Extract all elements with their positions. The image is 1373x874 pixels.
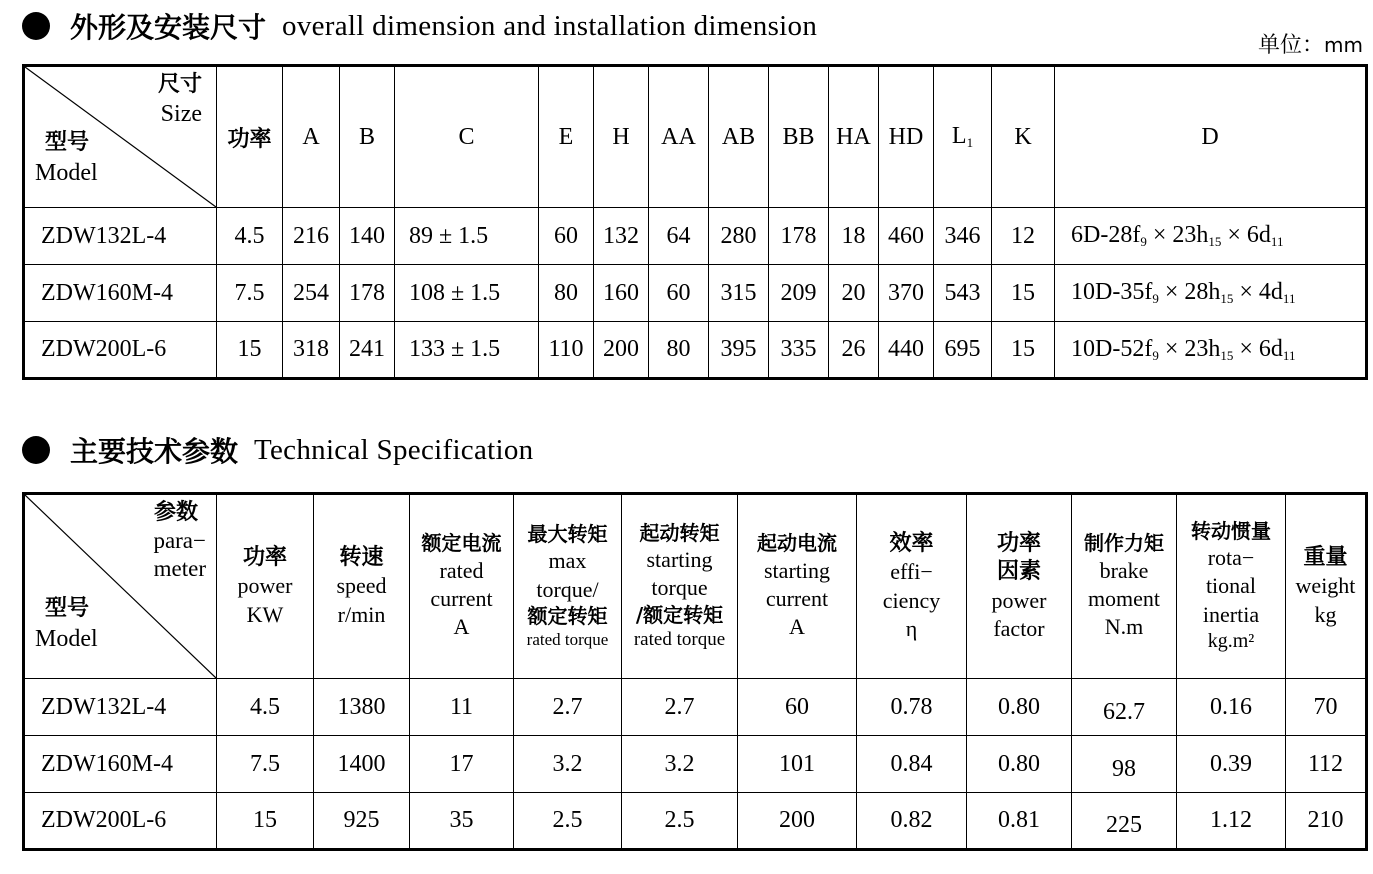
cell-model: ZDW132L-4 bbox=[24, 208, 217, 265]
cell-a: 254 bbox=[283, 265, 340, 322]
cell-current: 35 bbox=[410, 793, 514, 850]
table-row bbox=[24, 679, 1367, 736]
cell-d-sub: 11 bbox=[1282, 347, 1296, 363]
header-L1 bbox=[934, 66, 992, 208]
cell-power: 15 bbox=[217, 793, 314, 850]
cell-hd: 440 bbox=[879, 322, 934, 379]
unit-label-zh: 单位： bbox=[1258, 33, 1325, 58]
corner-parameter-label: 参数 para− meter bbox=[153, 500, 206, 582]
cell-b: 140 bbox=[340, 208, 395, 265]
header-H: H bbox=[594, 66, 649, 208]
cell-b: 178 bbox=[340, 265, 395, 322]
header-C: C bbox=[395, 66, 539, 208]
cell-power: 7.5 bbox=[217, 265, 283, 322]
corner-model-label: 型号 Model bbox=[35, 130, 98, 186]
header-A: A bbox=[283, 66, 340, 208]
cell-aa: 60 bbox=[649, 265, 709, 322]
cell-model: ZDW160M-4 bbox=[24, 736, 217, 793]
cell-ab: 280 bbox=[709, 208, 769, 265]
cell-model: ZDW200L-6 bbox=[24, 322, 217, 379]
header-brake-moment: 制作力矩 brake moment N.m bbox=[1072, 494, 1177, 679]
dimension-header-row bbox=[24, 66, 1367, 208]
cell-efficiency: 0.78 bbox=[857, 679, 967, 736]
unit-label bbox=[1258, 28, 1363, 59]
cell-bb: 209 bbox=[769, 265, 829, 322]
cell-d-sub: 9 bbox=[1140, 234, 1147, 249]
cell-d-part: × 28h bbox=[1158, 279, 1221, 305]
bullet-icon bbox=[22, 12, 50, 40]
cell-efficiency: 0.84 bbox=[857, 736, 967, 793]
cell-c: 133 ± 1.5 bbox=[395, 322, 539, 379]
cell-d-part: 6D-28f bbox=[1071, 222, 1141, 248]
table-row bbox=[24, 736, 1367, 793]
cell-start-current: 101 bbox=[738, 736, 857, 793]
section-title-zh: 外形及安装尺寸 bbox=[70, 11, 267, 44]
cell-power: 4.5 bbox=[217, 208, 283, 265]
cell-d-sub: 15 bbox=[1220, 347, 1234, 363]
cell-h: 160 bbox=[594, 265, 649, 322]
cell-weight: 112 bbox=[1286, 736, 1367, 793]
corner-model-label: 型号 Model bbox=[35, 596, 98, 652]
header-L1-main: L bbox=[951, 123, 967, 149]
cell-inertia: 0.39 bbox=[1177, 736, 1286, 793]
cell-hd: 460 bbox=[879, 208, 934, 265]
cell-power: 15 bbox=[217, 322, 283, 379]
cell-speed: 1400 bbox=[314, 736, 410, 793]
section-title-en: overall dimension and installation dimension bbox=[282, 9, 818, 42]
cell-power-factor: 0.80 bbox=[967, 736, 1072, 793]
header-power: 功率 bbox=[217, 66, 283, 208]
cell-bb: 178 bbox=[769, 208, 829, 265]
cell-model: ZDW200L-6 bbox=[24, 793, 217, 850]
cell-d-part: × 6d bbox=[1221, 222, 1271, 248]
cell-power-factor: 0.80 bbox=[967, 679, 1072, 736]
table-row bbox=[24, 265, 1367, 322]
cell-d-sub: 9 bbox=[1152, 347, 1159, 363]
cell-start-current: 60 bbox=[738, 679, 857, 736]
cell-d-sub: 9 bbox=[1152, 291, 1159, 306]
spec-corner-cell bbox=[24, 494, 217, 679]
cell-h: 200 bbox=[594, 322, 649, 379]
cell-k: 15 bbox=[992, 265, 1055, 322]
cell-power: 7.5 bbox=[217, 736, 314, 793]
cell-e: 60 bbox=[539, 208, 594, 265]
cell-d-part: × 4d bbox=[1233, 279, 1283, 305]
cell-brake: 62.7 bbox=[1072, 679, 1177, 736]
cell-efficiency: 0.82 bbox=[857, 793, 967, 850]
cell-ha: 18 bbox=[829, 208, 879, 265]
cell-c: 108 ± 1.5 bbox=[395, 265, 539, 322]
cell-d-part: × 23h bbox=[1146, 222, 1209, 248]
table-row bbox=[24, 793, 1367, 850]
header-AA: AA bbox=[649, 66, 709, 208]
cell-model: ZDW132L-4 bbox=[24, 679, 217, 736]
cell-d-part: × 6d bbox=[1233, 335, 1283, 362]
cell-ha: 20 bbox=[829, 265, 879, 322]
cell-d-sub: 15 bbox=[1220, 291, 1234, 306]
header-max-torque: 最大转矩 max torque/ 额定转矩 rated torque bbox=[514, 494, 622, 679]
cell-bb: 335 bbox=[769, 322, 829, 379]
cell-d bbox=[1055, 208, 1367, 265]
cell-hd: 370 bbox=[879, 265, 934, 322]
table-row bbox=[24, 208, 1367, 265]
unit-label-en: mm bbox=[1324, 33, 1363, 57]
cell-d-sub: 11 bbox=[1270, 234, 1284, 249]
cell-ab: 395 bbox=[709, 322, 769, 379]
cell-current: 11 bbox=[410, 679, 514, 736]
spec-header-row bbox=[24, 494, 1367, 679]
cell-start-torque: 2.5 bbox=[622, 793, 738, 850]
cell-model: ZDW160M-4 bbox=[24, 265, 217, 322]
header-E: E bbox=[539, 66, 594, 208]
cell-inertia: 1.12 bbox=[1177, 793, 1286, 850]
header-BB: BB bbox=[769, 66, 829, 208]
header-AB: AB bbox=[709, 66, 769, 208]
cell-power: 4.5 bbox=[217, 679, 314, 736]
cell-speed: 1380 bbox=[314, 679, 410, 736]
header-HD: HD bbox=[879, 66, 934, 208]
header-speed: 转速 speed r/min bbox=[314, 494, 410, 679]
cell-d bbox=[1055, 322, 1367, 379]
header-rated-current: 额定电流 rated current A bbox=[410, 494, 514, 679]
cell-inertia: 0.16 bbox=[1177, 679, 1286, 736]
bullet-icon bbox=[22, 436, 50, 464]
cell-d-part: 10D-52f bbox=[1071, 335, 1153, 362]
dimension-table bbox=[22, 64, 1368, 380]
cell-d-part: × 23h bbox=[1158, 335, 1221, 362]
cell-c: 89 ± 1.5 bbox=[395, 208, 539, 265]
cell-k: 12 bbox=[992, 208, 1055, 265]
header-starting-torque: 起动转矩 starting torque /额定转矩 rated torque bbox=[622, 494, 738, 679]
header-rotational-inertia: 转动惯量 rota− tional inertia kg.m² bbox=[1177, 494, 1286, 679]
cell-k: 15 bbox=[992, 322, 1055, 379]
corner-size-label: 尺寸 Size bbox=[157, 72, 202, 127]
header-HA: HA bbox=[829, 66, 879, 208]
cell-max-torque: 2.5 bbox=[514, 793, 622, 850]
cell-start-torque: 3.2 bbox=[622, 736, 738, 793]
cell-aa: 64 bbox=[649, 208, 709, 265]
header-B: B bbox=[340, 66, 395, 208]
cell-l1: 543 bbox=[934, 265, 992, 322]
cell-start-torque: 2.7 bbox=[622, 679, 738, 736]
cell-aa: 80 bbox=[649, 322, 709, 379]
cell-d-sub: 11 bbox=[1282, 291, 1296, 306]
cell-current: 17 bbox=[410, 736, 514, 793]
header-efficiency: 效率 effi− ciency η bbox=[857, 494, 967, 679]
header-L1-sub: 1 bbox=[966, 135, 974, 150]
dimension-corner-cell bbox=[24, 66, 217, 208]
cell-d-sub: 15 bbox=[1208, 234, 1222, 249]
cell-d bbox=[1055, 265, 1367, 322]
cell-h: 132 bbox=[594, 208, 649, 265]
cell-power-factor: 0.81 bbox=[967, 793, 1072, 850]
cell-l1: 346 bbox=[934, 208, 992, 265]
cell-e: 110 bbox=[539, 322, 594, 379]
cell-brake: 98 bbox=[1072, 736, 1177, 793]
cell-max-torque: 3.2 bbox=[514, 736, 622, 793]
cell-weight: 70 bbox=[1286, 679, 1367, 736]
cell-brake: 225 bbox=[1072, 793, 1177, 850]
cell-a: 216 bbox=[283, 208, 340, 265]
cell-e: 80 bbox=[539, 265, 594, 322]
header-D: D bbox=[1055, 66, 1367, 208]
cell-d-part: 10D-35f bbox=[1071, 279, 1153, 305]
header-weight: 重量 weight kg bbox=[1286, 494, 1367, 679]
section-title-zh: 主要技术参数 bbox=[70, 435, 239, 468]
cell-l1: 695 bbox=[934, 322, 992, 379]
header-K: K bbox=[992, 66, 1055, 208]
cell-weight: 210 bbox=[1286, 793, 1367, 850]
cell-a: 318 bbox=[283, 322, 340, 379]
table-row bbox=[24, 322, 1367, 379]
section-title-spec bbox=[22, 430, 533, 470]
cell-b: 241 bbox=[340, 322, 395, 379]
cell-speed: 925 bbox=[314, 793, 410, 850]
cell-ab: 315 bbox=[709, 265, 769, 322]
section-title-dimensions bbox=[22, 6, 817, 46]
cell-ha: 26 bbox=[829, 322, 879, 379]
cell-max-torque: 2.7 bbox=[514, 679, 622, 736]
header-starting-current: 起动电流 starting current A bbox=[738, 494, 857, 679]
header-power-factor: 功率 因素 power factor bbox=[967, 494, 1072, 679]
spec-table bbox=[22, 492, 1368, 851]
cell-start-current: 200 bbox=[738, 793, 857, 850]
section-title-en: Technical Specification bbox=[254, 433, 534, 466]
header-power: 功率 power KW bbox=[217, 494, 314, 679]
